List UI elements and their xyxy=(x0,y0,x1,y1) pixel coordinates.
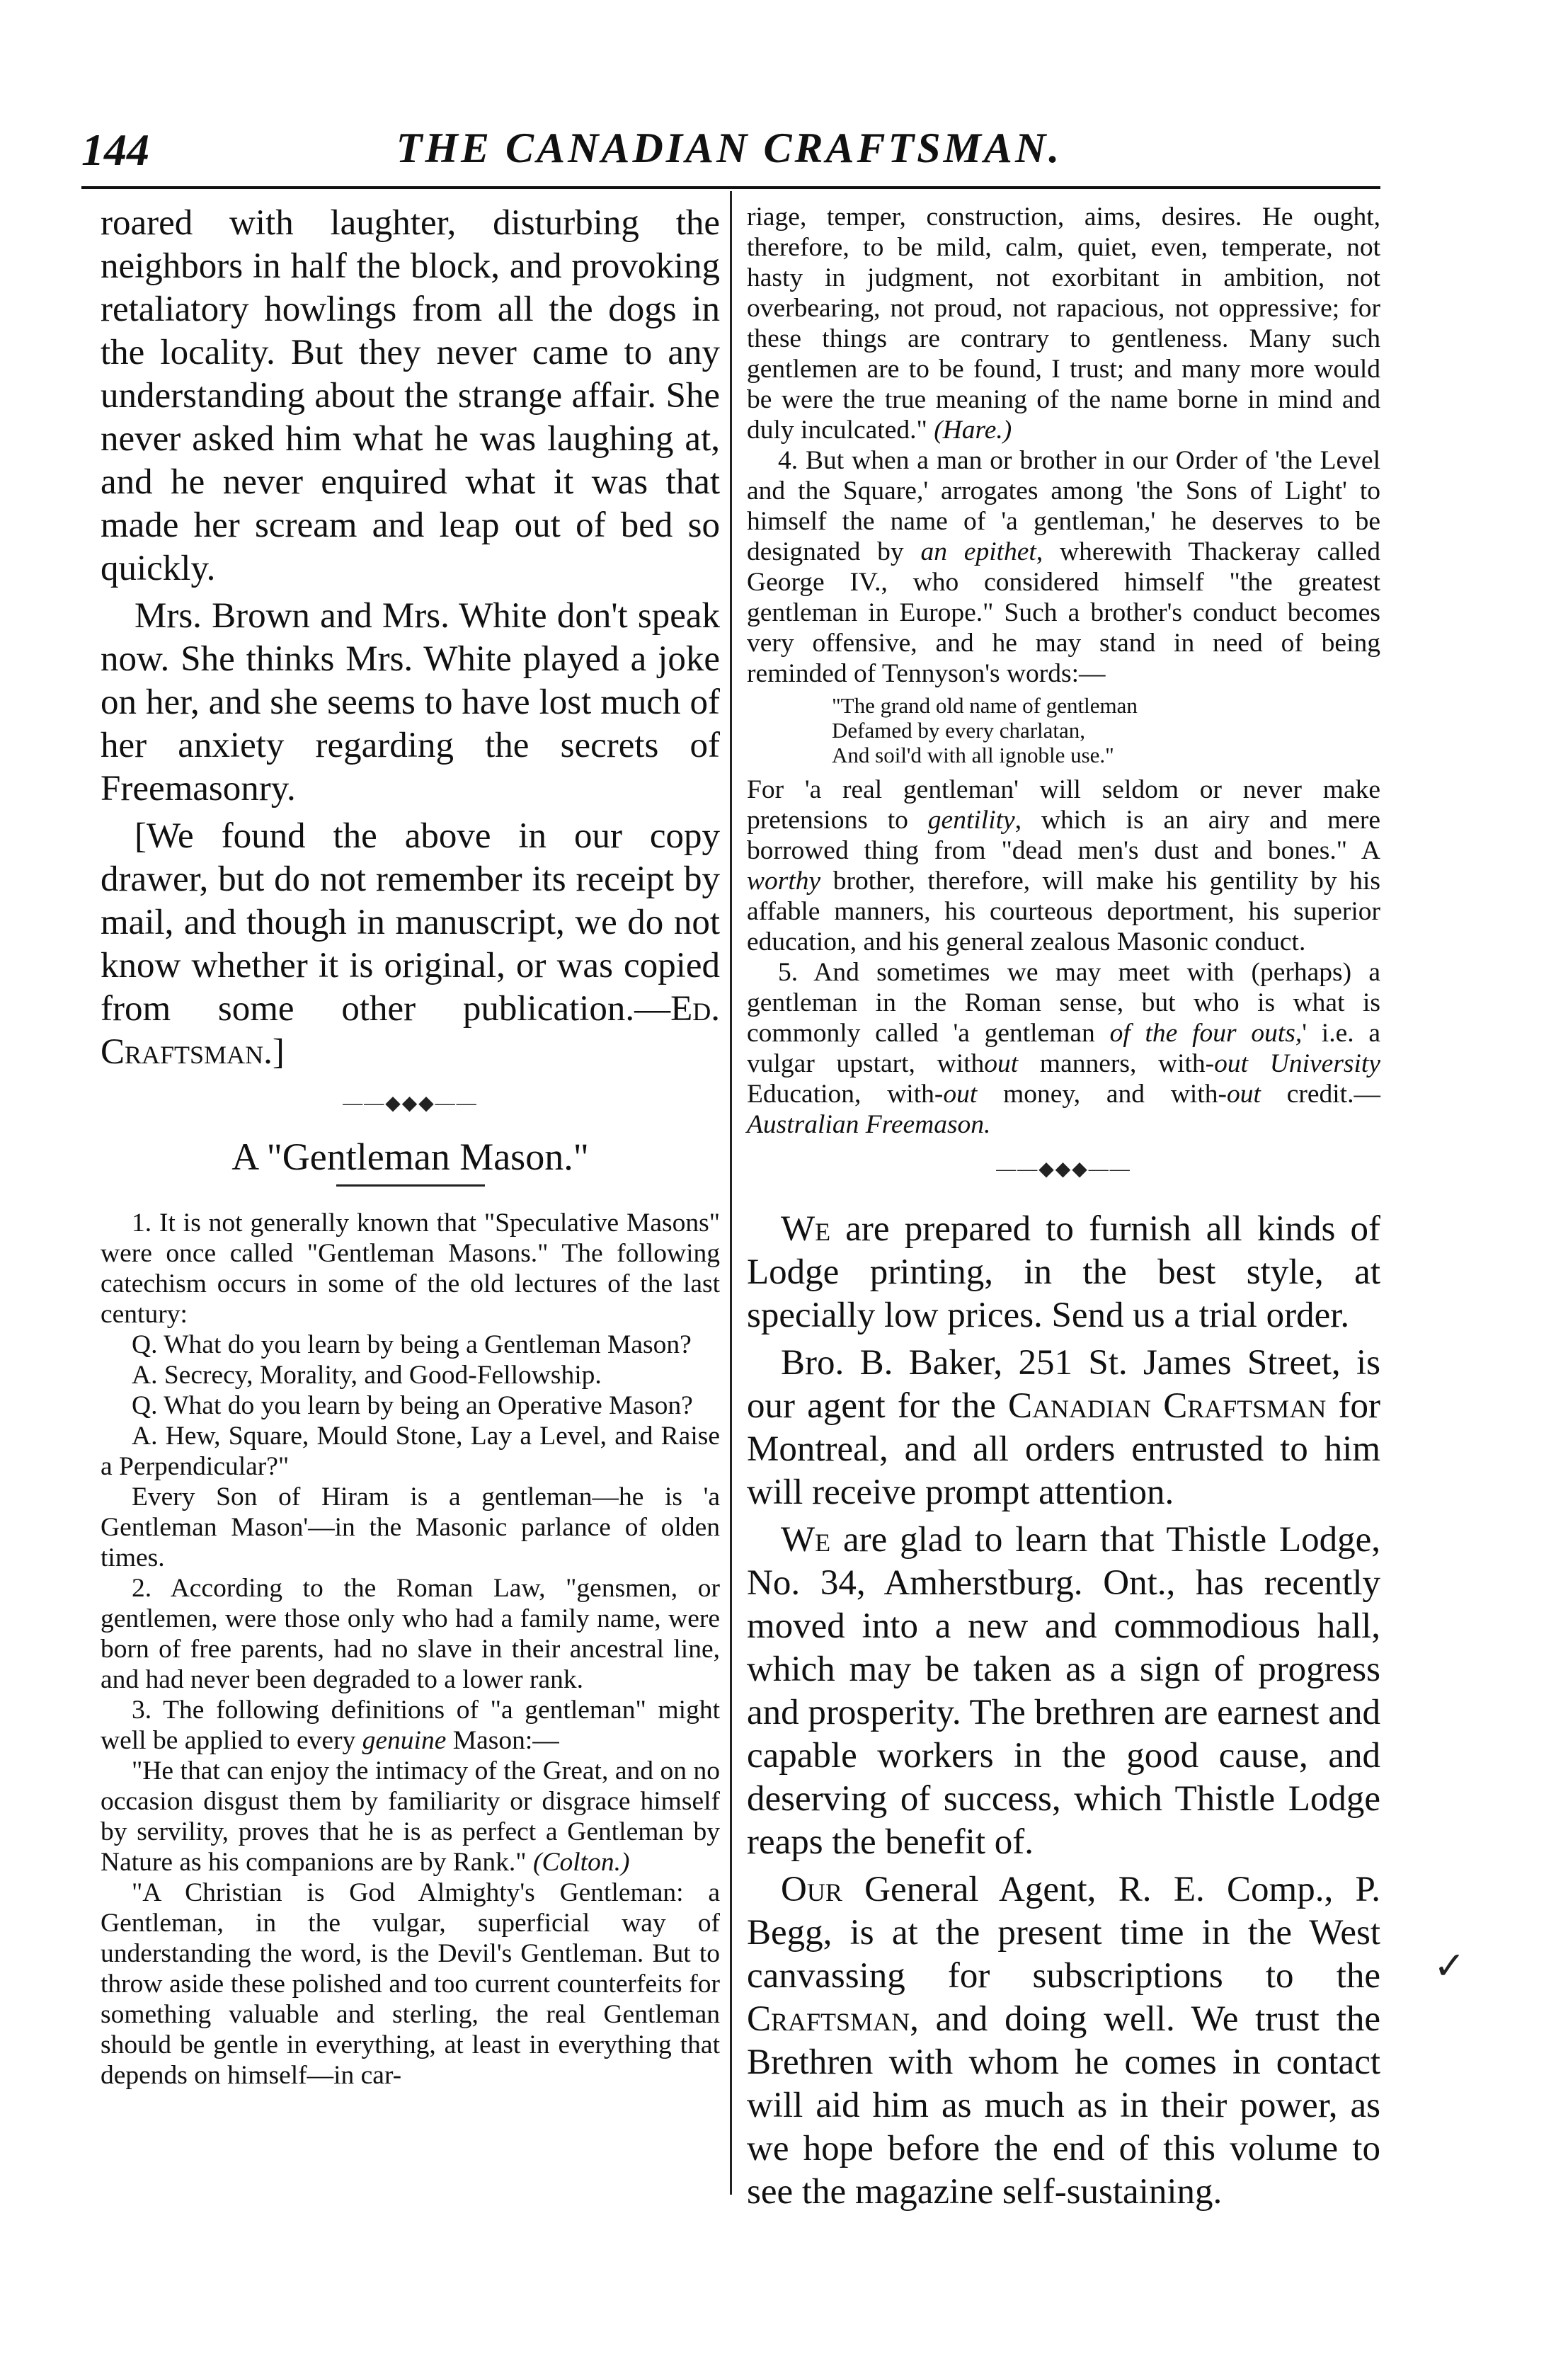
catechism-answer: A. Hew, Square, Mould Stone, Lay a Level, and Raise a Perpendicular?" xyxy=(101,1422,720,1481)
poem-line: Defamed by every charlatan, xyxy=(832,718,1086,743)
notice-printing: We are prepared to furnish all kinds of Lodge printing, in the best style, at specially low prices. Send us a trial order. xyxy=(747,1209,1380,1335)
citation: (Hare.) xyxy=(934,416,1012,445)
source-credit: Australian Freemason. xyxy=(747,1110,991,1139)
editor-signature: Ed. Craftsman. xyxy=(101,989,720,1072)
quotation-continued: riage, temper, construction, aims, desires. He ought, therefore, to be mild, calm, quiet, even, temperate, not hasty in judgment, not exorbitant in ambition, not overbearing, not proud, not rapacious, not oppressive; for these things are contrary to gentleness. Many such gentlemen are to be found, I trust; and many more would be were the true meaning of the name borne in mind and duly inculcated." (Hare.) xyxy=(747,202,1380,445)
notice-thistle-lodge: We are glad to learn that Thistle Lodge, No. 34, Amherstburg. Ont., has recently moved into a new and commodious hall, which may be taken as a sign of progress and prosperity. The brethren are earnest and capable workers in the good cause, and deserving of success, which Thistle Lodge reaps the benefit of. xyxy=(747,1520,1380,1862)
page-header xyxy=(81,117,1377,195)
right-column xyxy=(747,202,1380,2214)
catechism-answer: A. Secrecy, Morality, and Good-Fellowship. xyxy=(132,1361,602,1390)
story-ending-paragraph: roared with laughter, disturbing the neighbors in half the block, and provoking retaliatory howlings from all the dogs in the locality. But they never came to any understanding about the strange affair. She never asked him what he was laughing at, and he never enquired what it was that made her scream and leap out of bed so quickly. xyxy=(101,203,720,588)
section-separator: ——◆◆◆—— xyxy=(996,1158,1131,1180)
article-paragraph: For 'a real gentleman' will seldom or never make pretensions to gentility, which is an airy and mere borrowed thing from "dead men's dust and bones." A worthy brother, therefore, will make his gentility by his affable manners, his courteous deportment, his superior education, and his general zealous Masonic conduct. xyxy=(747,775,1380,956)
article-paragraph-1: 1. It is not generally known that "Speculative Masons" were once called "Gentleman Masons." The following catechism occurs in some of the old lectures of the last century: xyxy=(101,1208,720,1329)
quotation: "A Christian is God Almighty's Gentleman: a Gentleman, in the vulgar, superficial way of understanding the word, is the Devil's Gentleman. But to throw aside these polished and too current counterfeits for something valuable and sterling, the real Gentleman should be gentle in everything, at least in everything that depends on himself—in car- xyxy=(101,1878,720,2090)
header-rule xyxy=(81,186,1380,189)
poem-line: "The grand old name of gentleman xyxy=(832,693,1138,718)
poem-quotation xyxy=(747,693,1380,767)
article-paragraph-5: 5. And sometimes we may meet with (perhaps) a gentleman in the Roman sense, but who is what is commonly called 'a gentleman of the four outs,' i.e. a vulgar upstart, without manners, with-out University Education, with-out money, and with-out credit.—Australian Freemason. xyxy=(747,958,1381,1139)
notice-general-agent: Our General Agent, R. E. Comp., P. Begg, is at the present time in the West canvassing for subscriptions to the Craftsman, and doing well. We trust the Brethren with whom he comes in contact will aid him as much as in their power, as we hope before the end of this volume to see the magazine self-sustaining. xyxy=(747,1870,1380,2212)
article-paragraph-2: 2. According to the Roman Law, "gensmen, or gentlemen, were those only who had a family name, were born of free parents, had no slave in their ancestral line, and had never been degraded to a lower rank. xyxy=(101,1574,720,1694)
catechism-question: Q. What do you learn by being an Operative Mason? xyxy=(132,1391,693,1420)
column-divider xyxy=(730,191,732,2195)
catechism-question: Q. What do you learn by being a Gentleman Mason? xyxy=(132,1330,692,1359)
left-column xyxy=(101,202,720,2091)
margin-check-mark: ✓ xyxy=(1433,1945,1466,1987)
running-title: THE CANADIAN CRAFTSMAN. xyxy=(396,125,1063,171)
article-paragraph-4: 4. But when a man or brother in our Order of 'the Level and the Square,' arrogates among 'the Sons of Light' to himself the name of 'a gentleman,' he deserves to be designated by an epithet, wherewith Thackeray called George IV., who considered himself "the greatest gentleman in Europe." Such a brother's conduct becomes very offensive, and he may stand in need of being reminded of Tennyson's words:— xyxy=(747,446,1380,688)
article-paragraph-3: 3. The following definitions of "a gentleman" might well be applied to every genuine Mason:— xyxy=(101,1696,720,1755)
section-separator: ——◆◆◆—— xyxy=(343,1092,478,1114)
quotation: "He that can enjoy the intimacy of the Great, and on no occasion disgust them by familiarity or disgrace himself by servility, proves that he is as perfect a Gentleman by Nature as his companions are by Rank." (Colton.) xyxy=(101,1756,720,1877)
story-paragraph: Mrs. Brown and Mrs. White don't speak now. She thinks Mrs. White played a joke on her, and she seems to have lost much of her anxiety regarding the secrets of Freemasonry. xyxy=(101,596,720,808)
poem-line: And soil'd with all ignoble use." xyxy=(832,743,1114,767)
title-rule xyxy=(336,1184,485,1187)
notice-agent: Bro. B. Baker, 251 St. James Street, is our agent for the Canadian Craftsman for Montreal, and all orders entrusted to him will receive prompt attention. xyxy=(747,1343,1381,1512)
editor-note: [We found the above in our copy drawer, but do not remember its receipt by mail, and though in manuscript, we do not know whether it is original, or was copied from some other publication.—Ed. Craftsman.] xyxy=(101,816,720,1072)
article-title: A "Gentleman Mason." xyxy=(231,1136,589,1178)
citation: (Colton.) xyxy=(533,1848,630,1877)
page-number: 144 xyxy=(81,125,149,175)
article-paragraph: Every Son of Hiram is a gentleman—he is 'a Gentleman Mason'—in the Masonic parlance of olden times. xyxy=(101,1482,720,1572)
